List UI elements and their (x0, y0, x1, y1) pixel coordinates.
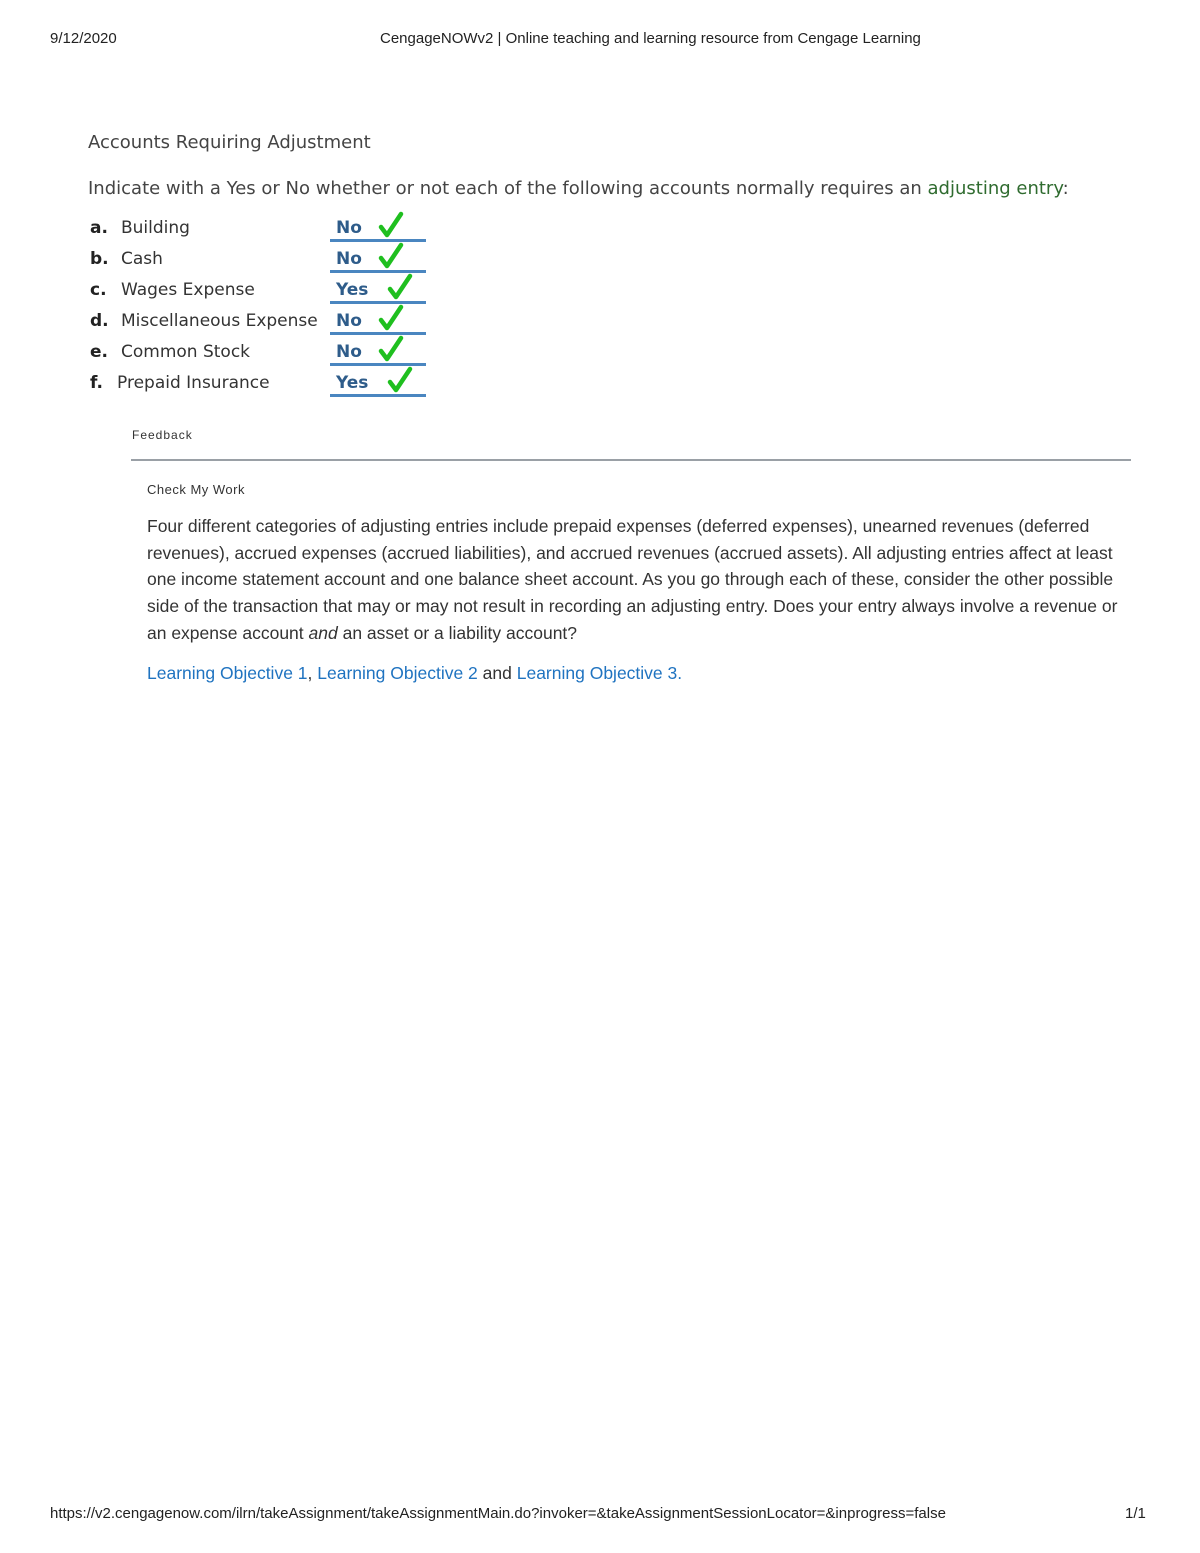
answer-select-building[interactable] (330, 215, 426, 242)
account-name: Prepaid Insurance (117, 373, 270, 393)
check-icon (378, 335, 404, 363)
item-letter: a. (90, 218, 108, 238)
account-name: Miscellaneous Expense (121, 311, 318, 331)
feedback-paragraph (147, 513, 1132, 647)
instruction-suffix: : (1062, 178, 1069, 199)
row-b (88, 244, 448, 275)
item-letter: b. (90, 249, 109, 269)
answer-value: No (336, 342, 362, 362)
check-icon (387, 366, 413, 394)
answer-rows (88, 213, 448, 399)
account-name: Common Stock (121, 342, 251, 362)
account-name: Cash (121, 249, 163, 269)
link-separator: , (307, 663, 318, 683)
check-icon (378, 211, 404, 239)
instruction-prefix: Indicate with a Yes or No whether or not each of the following accounts normally requires an (88, 178, 928, 199)
answer-value: Yes (336, 280, 369, 300)
footer-url: https://v2.cengagenow.com/ilrn/takeAssignment/takeAssignmentMain.do?invoker=&takeAssignmentSessionLocator=&inprogress=false (50, 1505, 946, 1522)
feedback-divider (131, 459, 1131, 461)
row-c (88, 275, 448, 306)
footer-page-number: 1/1 (1125, 1505, 1146, 1522)
row-e (88, 337, 448, 368)
item-letter: d. (90, 311, 109, 331)
check-icon (378, 242, 404, 270)
feedback-label: Feedback (132, 428, 193, 442)
row-f (88, 368, 448, 399)
check-icon (378, 304, 404, 332)
answer-value: No (336, 311, 362, 331)
answer-select-miscellaneous-expense[interactable] (330, 308, 426, 335)
item-letter: e. (90, 342, 108, 362)
check-my-work-heading: Check My Work (147, 482, 245, 497)
feedback-emphasis: and (308, 622, 338, 643)
answer-select-common-stock[interactable] (330, 339, 426, 366)
answer-value: No (336, 249, 362, 269)
answer-select-wages-expense[interactable] (330, 277, 426, 304)
feedback-text-2: an asset or a liability account? (337, 622, 578, 643)
account-name: Wages Expense (121, 280, 255, 300)
adjusting-entry-term[interactable]: adjusting entry (927, 178, 1063, 199)
learning-objective-links (147, 663, 682, 684)
row-a (88, 213, 448, 244)
account-name: Building (121, 218, 190, 238)
answer-value: Yes (336, 373, 369, 393)
learning-objective-1-link[interactable]: Learning Objective 1 (147, 663, 308, 683)
problem-title: Accounts Requiring Adjustment (88, 132, 371, 153)
check-icon (387, 273, 413, 301)
item-letter: c. (90, 280, 107, 300)
item-letter: f. (90, 373, 103, 393)
learning-objective-2-link[interactable]: Learning Objective 2 (317, 663, 478, 683)
header-title: CengageNOWv2 | Online teaching and learning resource from Cengage Learning (380, 30, 921, 47)
answer-value: No (336, 218, 362, 238)
learning-objective-3-link[interactable]: Learning Objective 3. (516, 663, 683, 683)
answer-select-cash[interactable] (330, 246, 426, 273)
answer-select-prepaid-insurance[interactable] (330, 370, 426, 397)
header-date: 9/12/2020 (50, 30, 117, 47)
instruction (88, 178, 1069, 199)
link-separator: and (477, 663, 517, 683)
feedback-text-1: Four different categories of adjusting entries include prepaid expenses (deferred expenses), unearned revenues (deferred revenues), accrued expenses (accrued liabilities), and accrued revenues (accrued assets). All adjusting entries affect at least one income statement account and one balance sheet account. As you go through each of these, consider the other possible side of the transaction that may or may not result in recording an adjusting entry. Does your entry always involve a revenue or an expense account (147, 516, 1118, 643)
row-d (88, 306, 448, 337)
